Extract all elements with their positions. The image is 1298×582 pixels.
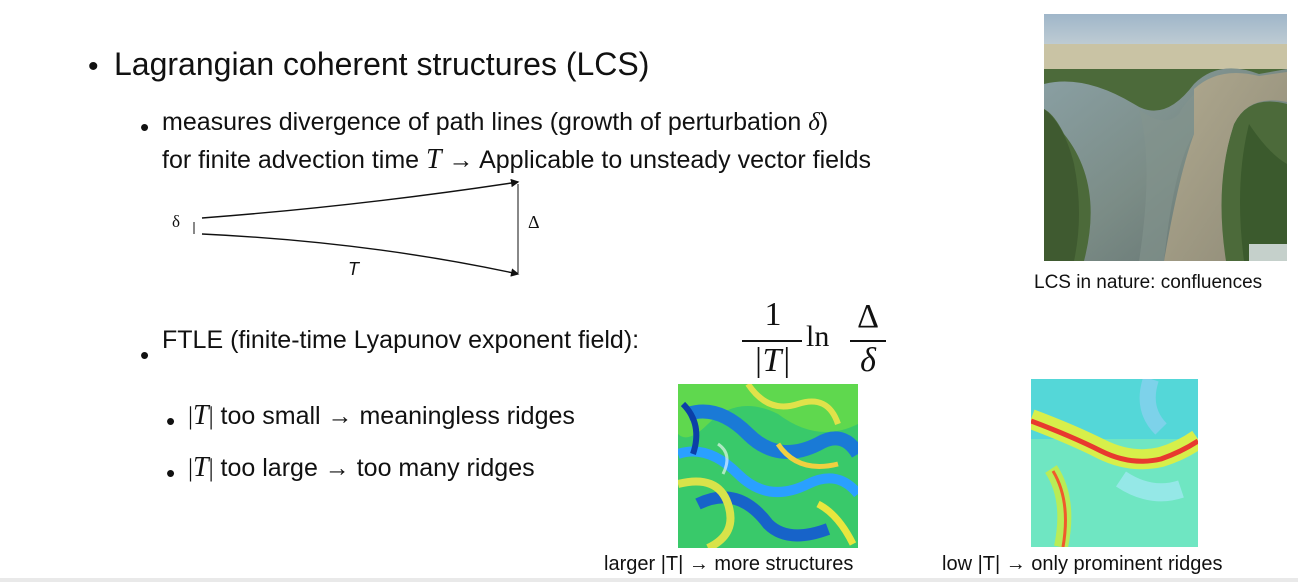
small-bullet-text-1: too small → meaningless ridges [213,402,575,430]
diagram-delta-small: δ [172,212,181,231]
time-symbol-2: T [193,452,209,483]
sub-line2-pre: for finite advection time [162,146,427,174]
bar-left-2: | [188,455,194,482]
ftle-label: FTLE (finite-time Lyapunov exponent field): [162,326,640,354]
small-bullet-text-2: too large → too many ridges [213,454,535,482]
sub-line2-post: → Applicable to unsteady vector fields [441,146,872,174]
ftle-low-image [1031,379,1198,547]
bar-right-1: | [208,403,214,430]
small-bullet-dot-2: • [166,458,176,488]
ftle-ln: ln [806,320,830,353]
sub-line1-post: ) [819,108,829,136]
bottom-border [0,578,1298,582]
sub-bullet-dot: • [140,112,150,142]
divergence-diagram [160,170,560,285]
lower-path-line [202,234,518,274]
small-bullet-1 [188,400,575,432]
ftle-low-caption: low |T| → only prominent ridges [942,553,1223,575]
ftle-num2: Δ [857,298,879,335]
delta-symbol: δ [808,109,820,136]
upper-path-line [202,182,518,218]
small-bullet-2 [188,452,535,484]
title-bullet-text: Lagrangian coherent structures (LCS) [114,46,650,82]
bar-right-2: | [208,455,214,482]
bullet-dot: • [88,50,99,83]
diagram-time-label: T [348,259,359,279]
ftle-denominator: |T| [753,342,791,379]
ftle-large-image [678,384,858,548]
diagram-delta-big: Δ [528,212,540,232]
sub-line1-pre: measures divergence of path lines (growth of perturbation [162,108,809,136]
ftle-large-caption: larger |T| → more structures [604,553,854,575]
confluence-photo [1044,14,1287,261]
ftle-bullet-dot: • [140,340,150,370]
small-bullet-dot-1: • [166,406,176,436]
ftle-den2: δ [860,342,876,379]
bar-left-1: | [188,403,194,430]
time-symbol: T [426,144,442,175]
sub-bullet-line1 [162,108,828,137]
photo-caption: LCS in nature: confluences [1034,272,1263,293]
time-symbol-1: T [193,400,209,431]
ftle-numerator: 1 [764,296,782,333]
